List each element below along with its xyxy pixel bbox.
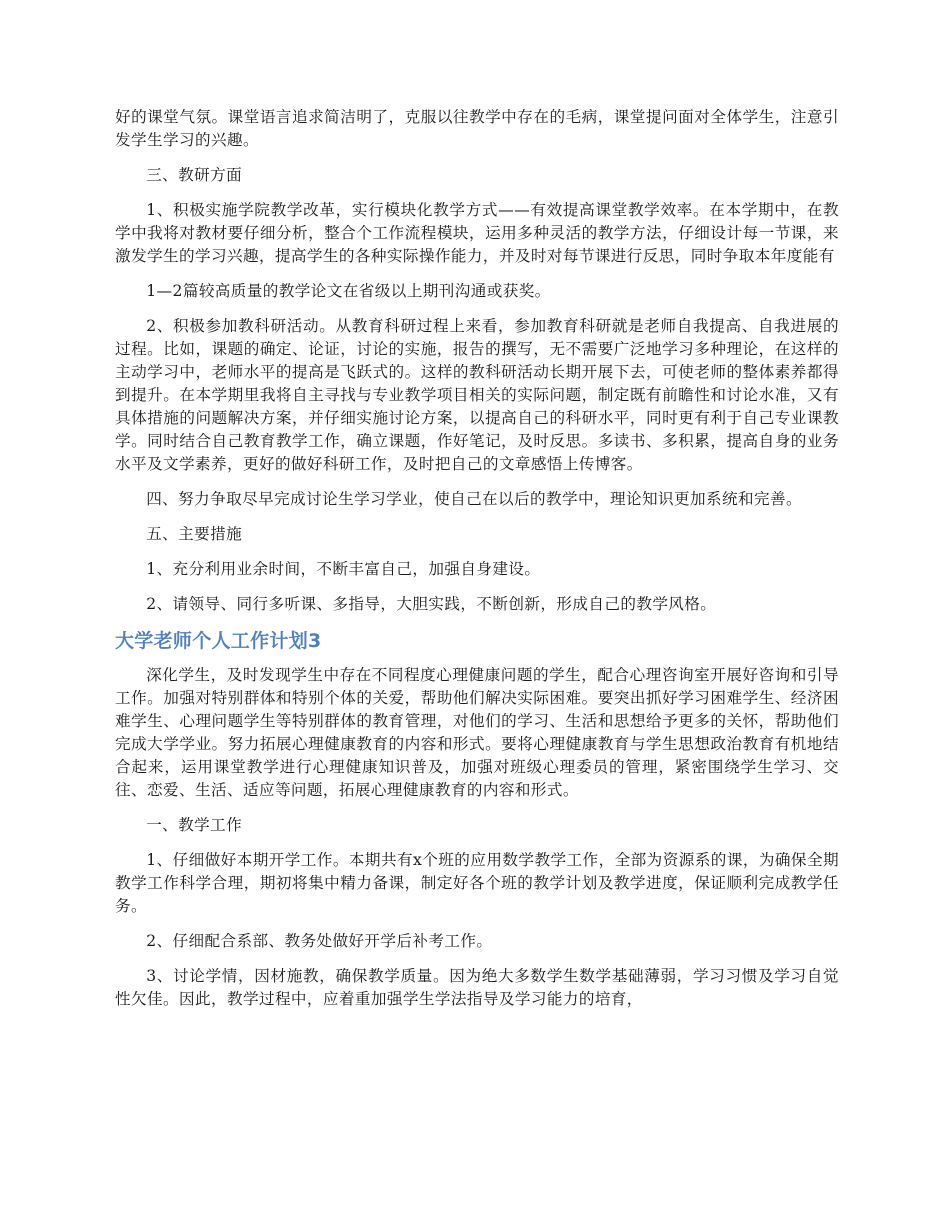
document-page <box>115 106 839 1023</box>
paragraph-reform: 1、积极实施学院教学改革，实行模块化教学方式——有效提高课堂教学效率。在本学期中，在教学中我将对教材要仔细分析，整合个工作流程模块，运用多种灵活的教学方法，仔细设计每一节课，来激发学生的学习兴趣，提高学生的各种实际操作能力，并及时对每节课进行反思，同时争取本年度能有 <box>115 201 839 265</box>
paragraph-measure-2: 2、请领导、同行多听课、多指导，大胆实践，不断创新，形成自己的教学风格。 <box>146 595 717 613</box>
paragraph-research-activities: 2、积极参加教科研活动。从教育科研过程上来看，参加教育科研就是老师自我提高、自我进展的过程。比如，课题的确定、论证，讨论的实施，报告的撰写，无不需要广泛地学习多种理论，在这样的主动学习中，老师水平的提高是飞跃式的。这样的教科研活动长期开展下去，可使老师的整体素养都得到提升。在本学期里我将自主寻找与专业教学项目相关的实际问题，制定既有前瞻性和讨论水准，又有具体措施的问题解决方案，并仔细实施讨论方案，以提高自己的科研水平，同时更有利于自己专业课教学。同时结合自己教育教学工作，确立课题，作好笔记，及时反思。多读书、多积累，提高自身的业务水平及文学素养，更好的做好科研工作，及时把自己的文章感悟上传博客。 <box>115 317 839 473</box>
paragraph-makeup-exam: 2、仔细配合系部、教务处做好开学后补考工作。 <box>146 932 493 950</box>
paragraph-semester-start: 1、仔细做好本期开学工作。本期共有x个班的应用数学教学工作，全部为资源系的课，为确保全期教学工作科学合理，期初将集中精力备课，制定好各个班的教学计划及教学进度，保证顺利完成教学任务。 <box>115 851 839 915</box>
paragraph-teaching-quality: 3、讨论学情，因材施教，确保教学质量。因为绝大多数学生数学基础薄弱，学习习惯及学习自觉性欠佳。因此，教学过程中，应着重加强学生学法指导及学习能力的培育， <box>115 967 839 1008</box>
paragraph-measure-1: 1、充分利用业余时间，不断丰富自己，加强自身建设。 <box>146 560 541 578</box>
section-title-teaching: 一、教学工作 <box>146 816 243 834</box>
paragraph-studies: 四、努力争取尽早完成讨论生学习学业，使自己在以后的教学中，理论知识更加系统和完善。 <box>146 490 802 508</box>
paragraph-papers: 1—2篇较高质量的教学论文在省级以上期刊沟通或获奖。 <box>146 282 551 300</box>
section-title-research: 三、教研方面 <box>146 166 243 184</box>
section-title-measures: 五、主要措施 <box>146 525 243 543</box>
paragraph-psychology: 深化学生，及时发现学生中存在不同程度心理健康问题的学生，配合心理咨询室开展好咨询和引导工作。加强对特别群体和特别个体的关爱，帮助他们解决实际困难。要突出抓好学习困难学生、经济困难学生、心理问题学生等特别群体的教育管理，对他们的学习、生活和思想给予更多的关怀，帮助他们完成大学学业。努力拓展心理健康教育的内容和形式。要将心理健康教育与学生思想政治教育有机地结合起来，运用课堂教学进行心理健康知识普及，加强对班级心理委员的管理，紧密围绕学生学习、交往、恋爱、生活、适应等问题，拓展心理健康教育的内容和形式。 <box>115 666 839 799</box>
plan-heading: 大学老师个人工作计划3 <box>115 630 322 652</box>
paragraph-continued: 好的课堂气氛。课堂语言追求简洁明了，克服以往教学中存在的毛病，课堂提问面对全体学生，注意引发学生学习的兴趣。 <box>115 108 839 149</box>
